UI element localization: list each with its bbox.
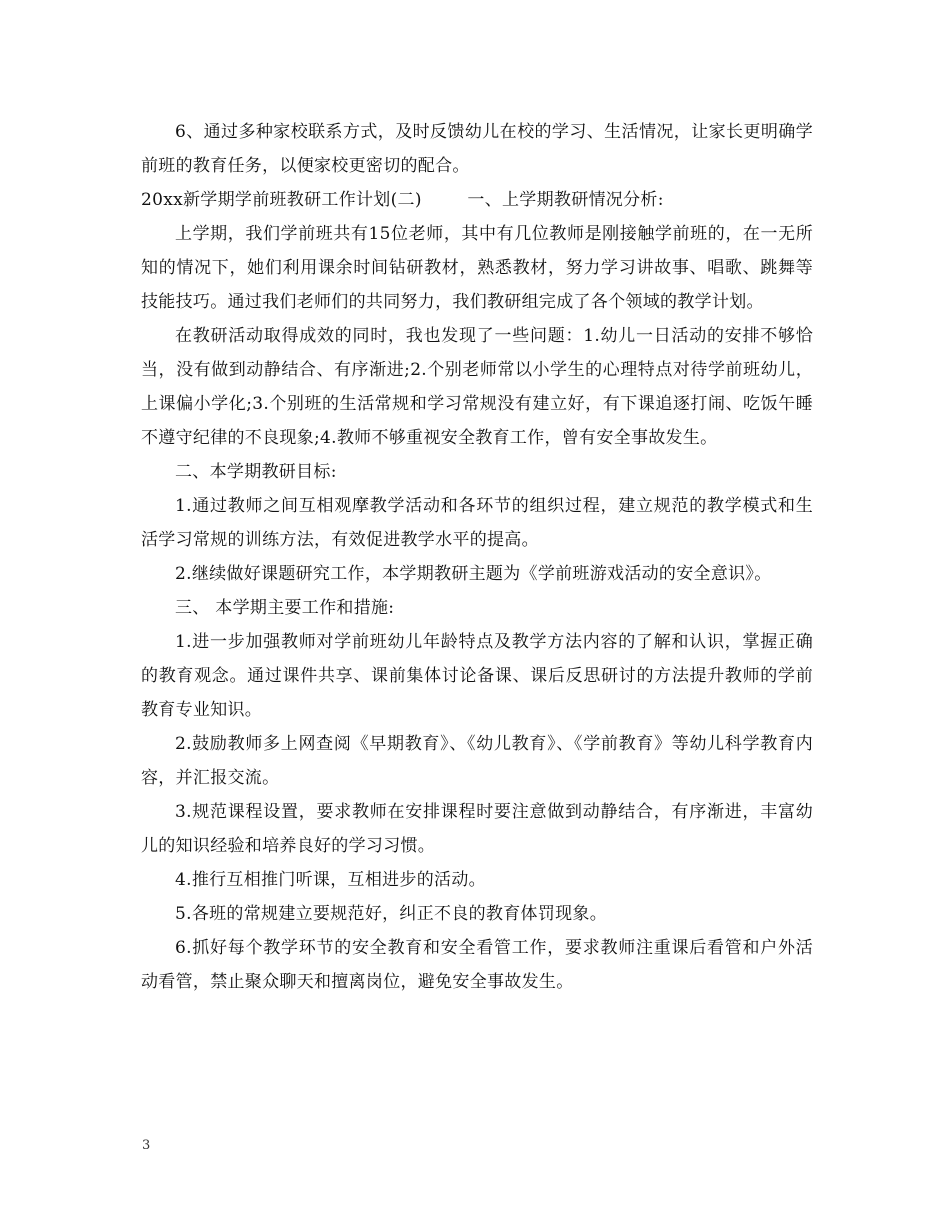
- measure-item-3: 3.规范课程设置，要求教师在安排课程时要注意做到动静结合，有序渐进，丰富幼儿的知识经验和培养良好的学习习惯。: [141, 802, 813, 856]
- document-body: [141, 115, 813, 999]
- measure-item-1: 1.进一步加强教师对学前班幼儿年龄特点及教学方法内容的了解和认识，掌握正确的教育观念。通过课件共享、课前集体讨论备课、课后反思研讨的方法提升教师的学前教育专业知识。: [141, 632, 813, 720]
- measure-item-2: 2.鼓励教师多上网查阅《早期教育》、《幼儿教育》、《学前教育》等幼儿科学教育内容，并汇报交流。: [141, 734, 813, 788]
- section-heading-measures: 三、 本学期主要工作和措施:: [175, 598, 395, 618]
- measure-item-6: 6.抓好每个教学环节的安全教育和安全看管工作，要求教师注重课后看管和户外活动看管，禁止聚众聊天和擅离岗位，避免安全事故发生。: [141, 938, 813, 992]
- goal-item-2: 2.继续做好课题研究工作，本学期教研主题为《学前班游戏活动的安全意识》。: [175, 564, 772, 584]
- section-heading-goals: 二、本学期教研目标:: [175, 462, 337, 482]
- goal-item-1: 1.通过教师之间互相观摩教学活动和各环节的组织过程，建立规范的教学模式和生活学习常规的训练方法，有效促进教学水平的提高。: [141, 496, 813, 550]
- paragraph-home-school-contact: 6、通过多种家校联系方式，及时反馈幼儿在校的学习、生活情况，让家长更明确学前班的教育任务，以便家校更密切的配合。: [141, 122, 813, 176]
- measure-item-5: 5.各班的常规建立要规范好，纠正不良的教育体罚现象。: [175, 904, 608, 924]
- paragraph-last-term-overview: 上学期，我们学前班共有15位老师，其中有几位教师是刚接触学前班的，在一无所知的情况下，她们利用课余时间钻研教材，熟悉教材，努力学习讲故事、唱歌、跳舞等技能技巧。通过我们老师们的共同努力，我们教研组完成了各个领域的教学计划。: [141, 224, 813, 312]
- plan-title-and-section-heading: 20xx新学期学前班教研工作计划(二) 一、上学期教研情况分析:: [141, 190, 664, 210]
- measure-item-4: 4.推行互相推门听课，互相进步的活动。: [175, 870, 486, 890]
- paragraph-problems-found: 在教研活动取得成效的同时，我也发现了一些问题：1.幼儿一日活动的安排不够恰当，没有做到动静结合、有序渐进;2.个别老师常以小学生的心理特点对待学前班幼儿，上课偏小学化;3.个别班的生活常规和学习常规没有建立好，有下课追逐打闹、吃饭午睡不遵守纪律的不良现象;4.教师不够重视安全教育工作，曾有安全事故发生。: [141, 326, 813, 448]
- page-number: 3: [142, 1138, 151, 1153]
